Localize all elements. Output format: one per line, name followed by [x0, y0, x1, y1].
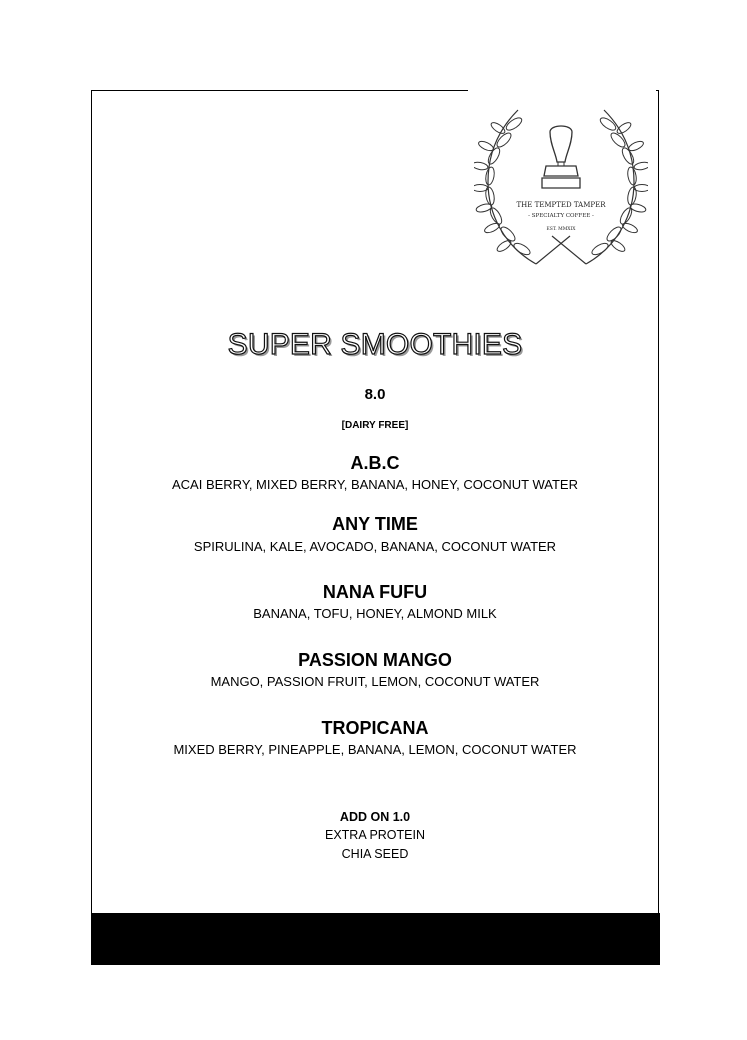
item-name-passion-mango: PASSION MANGO	[298, 650, 452, 670]
item-name-nana-fufu: NANA FUFU	[322, 582, 428, 602]
menu-price: 8.0	[364, 386, 386, 403]
dairy-free-note: [DAIRY FREE]	[341, 420, 409, 431]
menu-title: SUPER SMOOTHIES	[227, 328, 523, 361]
item-desc-nana-fufu: BANANA, TOFU, HONEY, ALMOND MILK	[253, 606, 497, 621]
item-name-abc: A.B.C	[350, 453, 400, 473]
tempted-tamper-logo	[474, 96, 648, 270]
item-name-any-time: ANY TIME	[332, 514, 418, 534]
item-desc-any-time: SPIRULINA, KALE, AVOCADO, BANANA, COCONUT WATER	[193, 539, 557, 554]
addon-title: ADD ON 1.0	[339, 810, 411, 824]
logo-tagline-text: - SPECIALTY COFFEE -	[528, 213, 594, 219]
item-desc-tropicana: MIXED BERRY, PINEAPPLE, BANANA, LEMON, COCONUT WATER	[173, 742, 577, 757]
item-desc-abc: ACAI BERRY, MIXED BERRY, BANANA, HONEY, COCONUT WATER	[172, 477, 578, 492]
item-desc-passion-mango: MANGO, PASSION FRUIT, LEMON, COCONUT WATER	[210, 674, 540, 689]
addon-option-chia: CHIA SEED	[341, 847, 409, 861]
logo-est-text: EST. MMXIX	[546, 227, 576, 232]
footer-bar	[91, 913, 660, 965]
logo-name-text: THE TEMPTED TAMPER	[516, 201, 606, 209]
item-name-tropicana: TROPICANA	[321, 718, 429, 738]
addon-option-protein: EXTRA PROTEIN	[324, 828, 426, 842]
